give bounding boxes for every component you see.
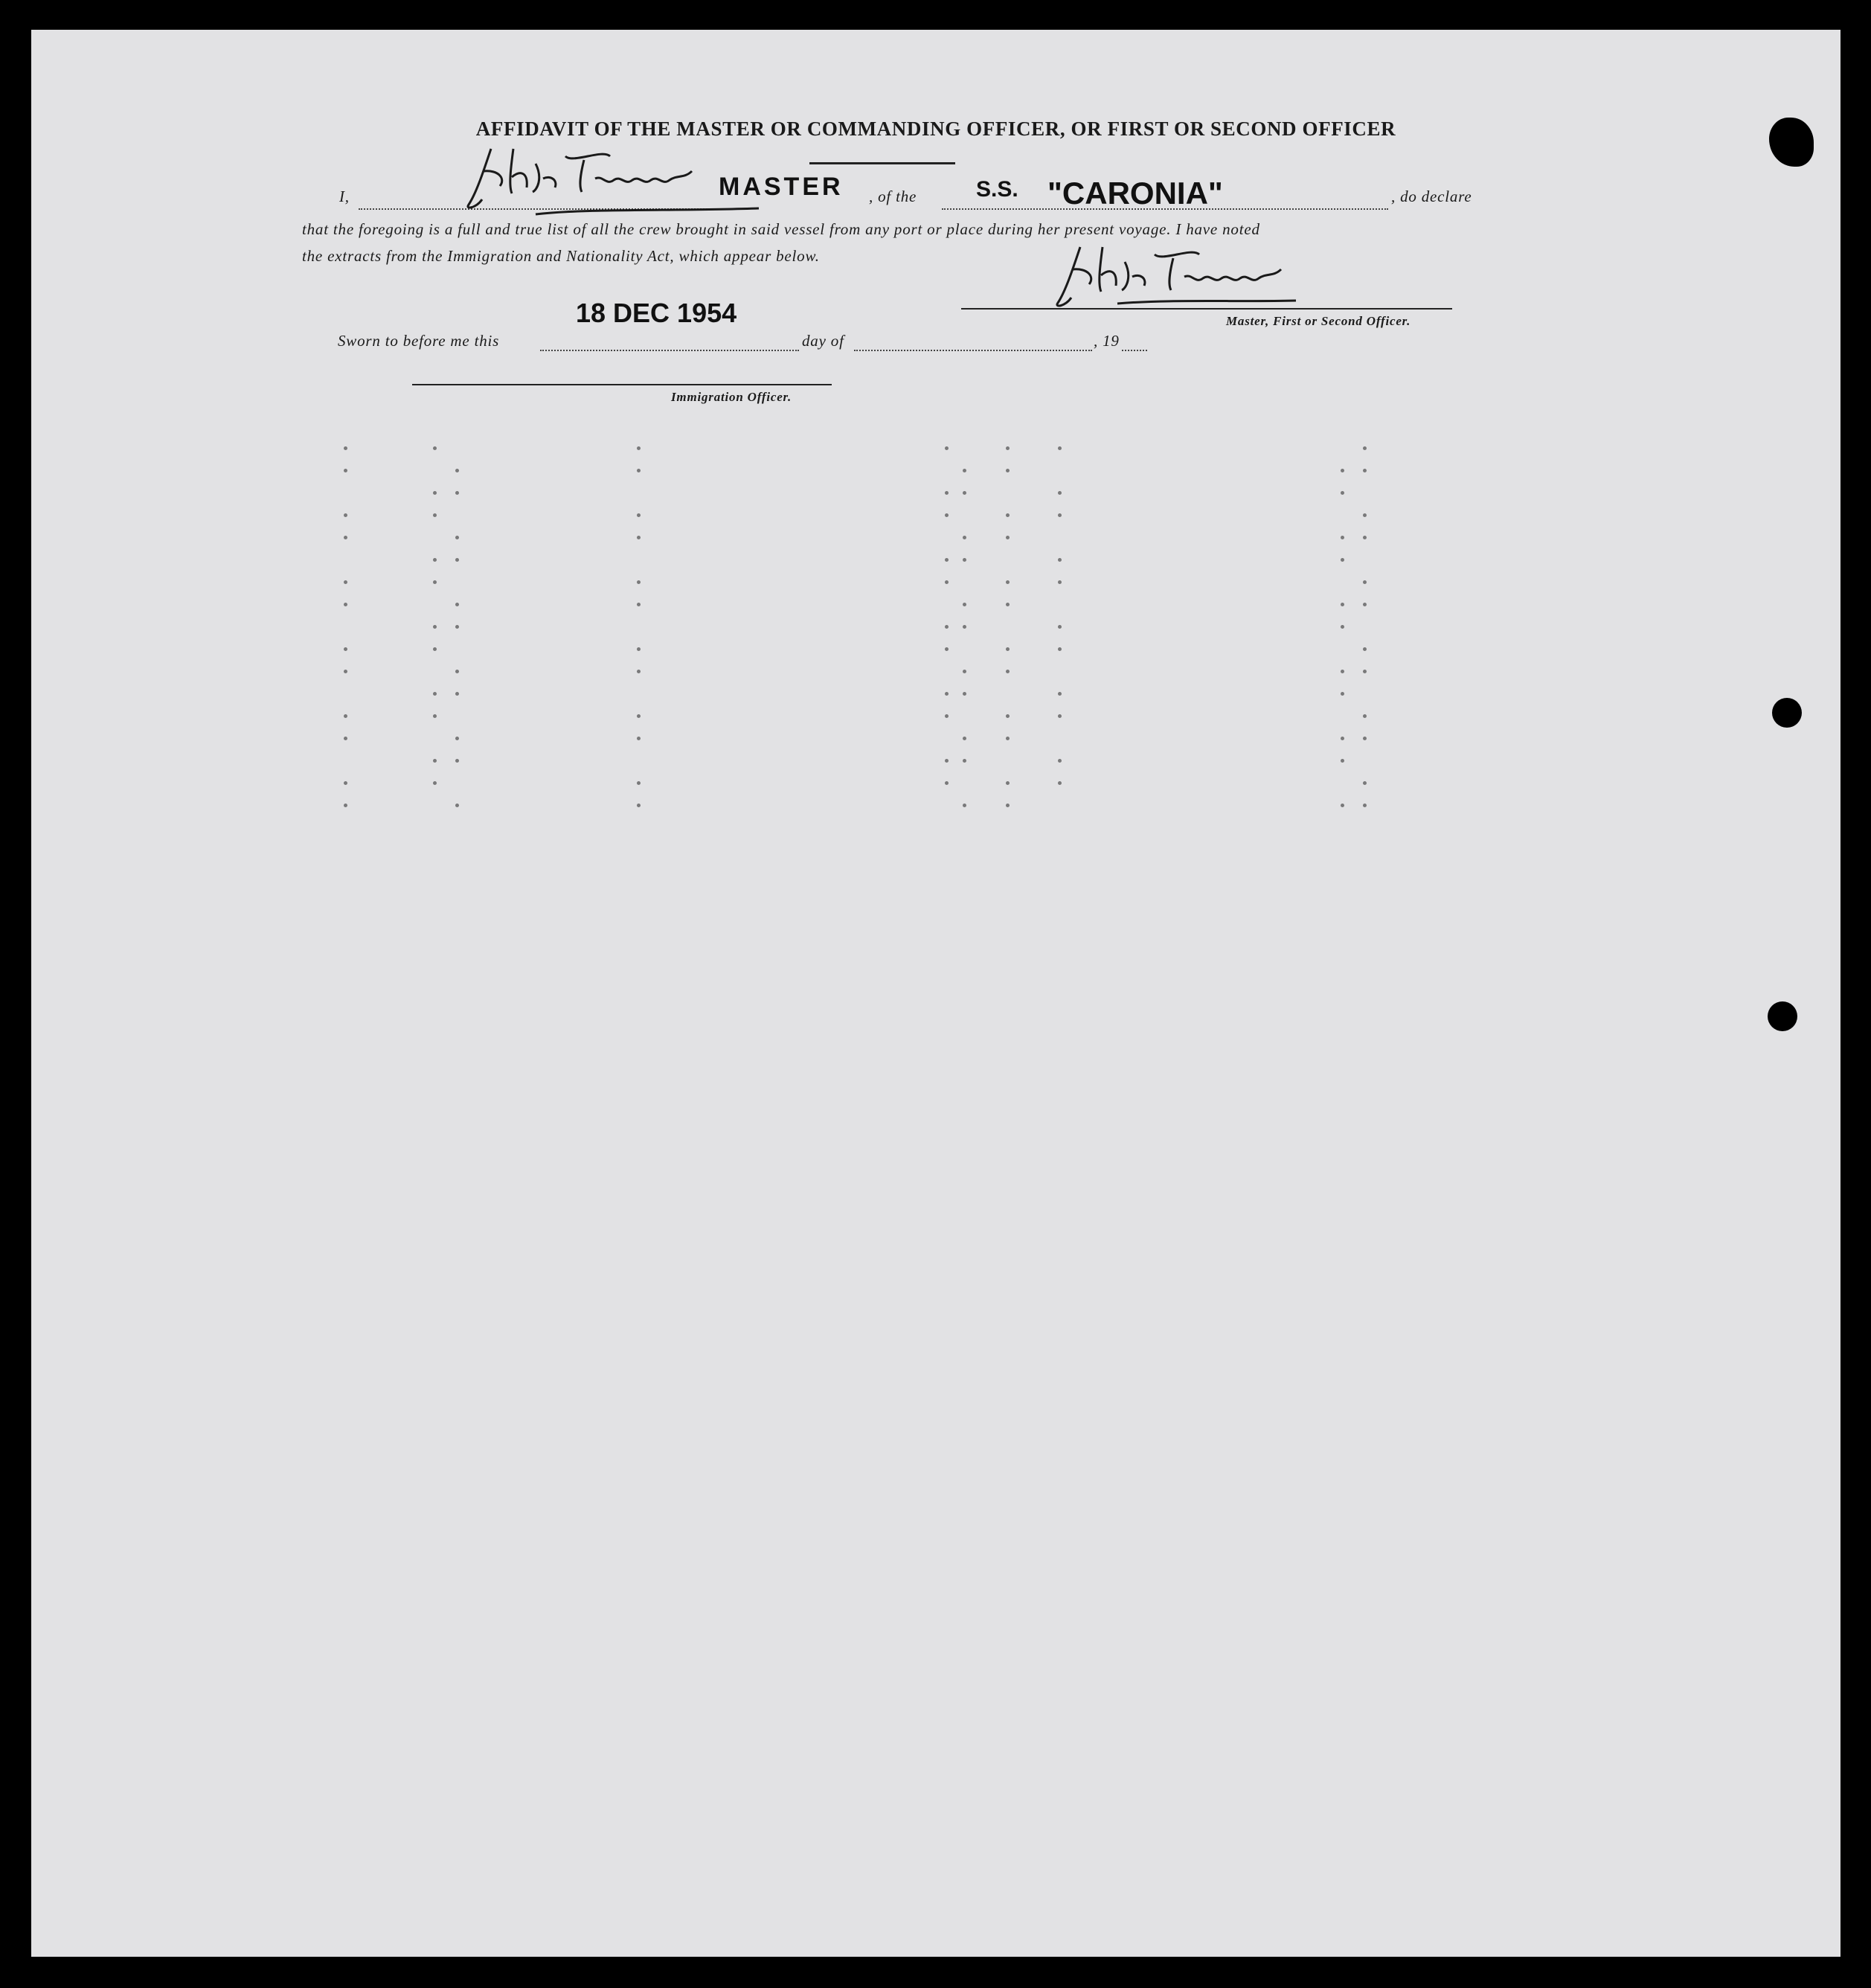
faint-dot bbox=[637, 647, 641, 651]
of-the-label: , of the bbox=[869, 187, 917, 205]
faint-dot bbox=[433, 446, 437, 450]
faint-dot bbox=[637, 714, 641, 718]
faint-dot bbox=[637, 513, 641, 517]
faint-dot bbox=[945, 491, 949, 495]
faint-dot bbox=[344, 804, 347, 807]
faint-dot bbox=[455, 491, 459, 495]
faint-dot bbox=[1363, 513, 1367, 517]
faint-dot bbox=[1341, 491, 1344, 495]
declaration-line-2: the extracts from the Immigration and Nationality Act, which appear below. bbox=[302, 247, 820, 265]
faint-dot bbox=[344, 714, 347, 718]
year-blank bbox=[1122, 350, 1147, 351]
faint-dot bbox=[637, 670, 641, 673]
faint-dot bbox=[344, 536, 347, 539]
faint-dot bbox=[344, 737, 347, 740]
faint-dot bbox=[637, 469, 641, 472]
faint-dot bbox=[1363, 781, 1367, 785]
ink-blot bbox=[1769, 118, 1814, 167]
faint-dot bbox=[455, 469, 459, 472]
faint-dot bbox=[945, 647, 949, 651]
faint-dot bbox=[1341, 469, 1344, 472]
faint-dot bbox=[963, 804, 966, 807]
faint-dot bbox=[1006, 737, 1010, 740]
faint-dot bbox=[1006, 714, 1010, 718]
sworn-label: Sworn to before me this bbox=[338, 332, 500, 350]
faint-dot bbox=[1058, 692, 1062, 696]
faint-dot bbox=[1058, 558, 1062, 562]
faint-dot bbox=[945, 580, 949, 584]
faint-dot bbox=[963, 737, 966, 740]
faint-dot bbox=[455, 625, 459, 629]
faint-dot bbox=[1341, 804, 1344, 807]
faint-dot bbox=[963, 558, 966, 562]
faint-dot bbox=[433, 580, 437, 584]
faint-dot bbox=[945, 692, 949, 696]
faint-dot bbox=[1341, 737, 1344, 740]
faint-dot bbox=[1058, 781, 1062, 785]
declaration-line-1: that the foregoing is a full and true list of all the crew brought in said vessel from any port or place during her present voyage. I have noted bbox=[302, 220, 1260, 238]
faint-dot bbox=[945, 558, 949, 562]
faint-dot bbox=[433, 647, 437, 651]
faint-dot bbox=[1058, 580, 1062, 584]
faint-dot bbox=[1058, 625, 1062, 629]
faint-dot bbox=[1341, 625, 1344, 629]
faint-dot bbox=[1363, 536, 1367, 539]
punch-hole-bottom bbox=[1768, 1001, 1797, 1031]
pronoun-label: I, bbox=[339, 187, 350, 205]
faint-dot bbox=[1363, 670, 1367, 673]
faint-dot bbox=[637, 603, 641, 606]
faint-dot bbox=[1006, 536, 1010, 539]
faint-dot bbox=[1058, 446, 1062, 450]
faint-dot bbox=[1058, 759, 1062, 763]
officer-caption: Immigration Officer. bbox=[671, 390, 792, 404]
faint-dot bbox=[1006, 603, 1010, 606]
faint-dot bbox=[637, 737, 641, 740]
date-stamp: 18 DEC 1954 bbox=[576, 298, 737, 328]
heading-underline bbox=[809, 162, 955, 164]
faint-dot bbox=[455, 737, 459, 740]
faint-dot bbox=[1341, 670, 1344, 673]
faint-dot bbox=[455, 558, 459, 562]
faint-dot bbox=[1006, 647, 1010, 651]
faint-dot bbox=[963, 692, 966, 696]
faint-dot bbox=[344, 446, 347, 450]
year-label: , 19 bbox=[1094, 332, 1120, 350]
faint-dot bbox=[963, 603, 966, 606]
faint-dot bbox=[1058, 647, 1062, 651]
faint-dot bbox=[963, 759, 966, 763]
faint-dot bbox=[945, 781, 949, 785]
faint-dot bbox=[433, 692, 437, 696]
document-page bbox=[31, 30, 1840, 1957]
faint-dot bbox=[1006, 781, 1010, 785]
faint-dot bbox=[963, 625, 966, 629]
faint-dot bbox=[344, 781, 347, 785]
faint-dot bbox=[344, 513, 347, 517]
faint-dot bbox=[455, 692, 459, 696]
faint-dot bbox=[1363, 804, 1367, 807]
faint-dot bbox=[1006, 670, 1010, 673]
day-of-label: day of bbox=[802, 332, 844, 350]
faint-dot bbox=[637, 536, 641, 539]
faint-dot bbox=[455, 603, 459, 606]
faint-dot bbox=[344, 580, 347, 584]
punch-hole-top bbox=[1772, 698, 1802, 728]
faint-dot bbox=[433, 714, 437, 718]
faint-dot bbox=[344, 647, 347, 651]
faint-dot bbox=[1006, 469, 1010, 472]
faint-dot bbox=[963, 536, 966, 539]
vessel-prefix-stamp: S.S. bbox=[976, 177, 1018, 202]
faint-dot bbox=[344, 603, 347, 606]
signature-line bbox=[961, 308, 1452, 310]
faint-dot bbox=[1363, 446, 1367, 450]
faint-dot bbox=[945, 759, 949, 763]
faint-dot bbox=[433, 759, 437, 763]
faint-dot bbox=[963, 491, 966, 495]
faint-dot bbox=[1363, 737, 1367, 740]
faint-dot bbox=[433, 513, 437, 517]
faint-dot bbox=[455, 804, 459, 807]
signature-caption: Master, First or Second Officer. bbox=[1226, 314, 1411, 328]
faint-dot bbox=[1363, 580, 1367, 584]
faint-dot bbox=[1363, 714, 1367, 718]
officer-signature-line bbox=[412, 384, 832, 385]
faint-dot bbox=[455, 670, 459, 673]
faint-dot bbox=[945, 625, 949, 629]
faint-dot bbox=[1341, 759, 1344, 763]
faint-dot bbox=[1006, 513, 1010, 517]
faint-dot bbox=[1363, 469, 1367, 472]
faint-dot bbox=[433, 558, 437, 562]
faint-dot bbox=[637, 781, 641, 785]
faint-dot bbox=[455, 536, 459, 539]
month-blank bbox=[854, 350, 1092, 351]
faint-dot bbox=[433, 781, 437, 785]
rank-stamp: MASTER bbox=[719, 173, 844, 201]
faint-dot bbox=[637, 580, 641, 584]
faint-dot bbox=[1058, 491, 1062, 495]
master-signature bbox=[1043, 232, 1355, 314]
faint-dot bbox=[1006, 580, 1010, 584]
faint-dot bbox=[1341, 536, 1344, 539]
faint-dot bbox=[433, 625, 437, 629]
faint-dot bbox=[1058, 714, 1062, 718]
faint-dot bbox=[945, 446, 949, 450]
faint-dot bbox=[1341, 603, 1344, 606]
sworn-date-blank bbox=[540, 350, 799, 351]
faint-dot bbox=[1363, 647, 1367, 651]
faint-dot bbox=[1341, 558, 1344, 562]
faint-dot bbox=[455, 759, 459, 763]
faint-dot bbox=[1341, 692, 1344, 696]
faint-dot bbox=[344, 469, 347, 472]
affidavit-heading: AFFIDAVIT OF THE MASTER OR COMMANDING OFFICER, OR FIRST OR SECOND OFFICER bbox=[475, 118, 1396, 140]
faint-dot bbox=[1058, 513, 1062, 517]
faint-dot bbox=[344, 670, 347, 673]
faint-dot bbox=[963, 670, 966, 673]
faint-dot bbox=[945, 513, 949, 517]
faint-dot bbox=[637, 446, 641, 450]
faint-dot bbox=[1363, 603, 1367, 606]
faint-dot bbox=[945, 714, 949, 718]
faint-dot bbox=[1006, 446, 1010, 450]
do-declare-label: , do declare bbox=[1391, 187, 1472, 205]
faint-dot bbox=[1006, 804, 1010, 807]
faint-dot bbox=[637, 804, 641, 807]
faint-dot bbox=[963, 469, 966, 472]
faint-dot bbox=[433, 491, 437, 495]
vessel-name-stamp: "CARONIA" bbox=[1047, 176, 1223, 211]
